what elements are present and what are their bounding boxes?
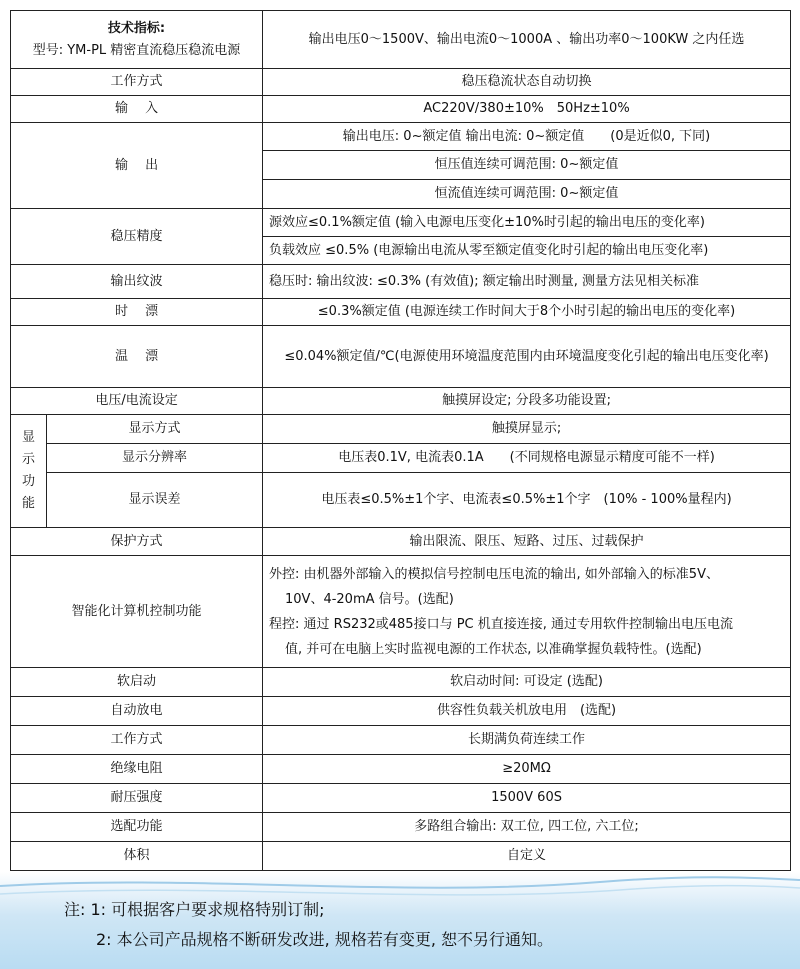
row-value: ≥20MΩ xyxy=(263,755,791,784)
row-label: 显示误差 xyxy=(47,473,263,528)
note-1: 注: 1: 可根据客户要求规格特别订制; xyxy=(64,900,325,919)
table-row xyxy=(11,755,791,784)
row-label: 软启动 xyxy=(11,668,263,697)
table-row xyxy=(11,388,791,415)
group-char: 功 xyxy=(21,474,35,489)
row-value: 恒压值连续可调范围: 0~额定值 xyxy=(263,151,791,180)
table-row xyxy=(11,784,791,813)
smart-line: 值, 并可在电脑上实时监视电源的工作状态, 以准确掌握负载特性。(选配) xyxy=(285,641,702,657)
table-row xyxy=(11,96,791,123)
row-label: 显示方式 xyxy=(47,415,263,444)
row-value-multiline xyxy=(263,556,791,668)
table-row xyxy=(11,209,791,237)
table-row xyxy=(11,69,791,96)
spec-table xyxy=(10,10,791,871)
row-label: 输 出 xyxy=(11,123,263,209)
row-label: 工作方式 xyxy=(11,69,263,96)
table-row xyxy=(11,123,791,151)
table-row xyxy=(11,556,791,668)
row-value: 恒流值连续可调范围: 0~额定值 xyxy=(263,180,791,209)
smart-line: 外控: 由机器外部输入的模拟信号控制电压电流的输出, 如外部输入的标准5V、 xyxy=(269,566,719,582)
row-value: 触摸屏显示; xyxy=(263,415,791,444)
group-char: 显 xyxy=(21,430,35,445)
header-title: 技术指标: xyxy=(107,20,166,36)
smart-line: 10V、4-20mA 信号。(选配) xyxy=(285,591,454,607)
row-label: 选配功能 xyxy=(11,813,263,842)
table-row xyxy=(11,11,791,69)
row-value: 输出电压: 0~额定值 输出电流: 0~额定值 (0是近似0, 下同) xyxy=(263,123,791,151)
group-char: 能 xyxy=(21,496,35,511)
row-label: 时 漂 xyxy=(11,299,263,326)
row-label: 输 入 xyxy=(11,96,263,123)
model-name: 型号: YM-PL 精密直流稳压稳流电源 xyxy=(32,42,241,58)
row-value: 负载效应 ≤0.5% (电源输出电流从零至额定值变化时引起的输出电压变化率) xyxy=(263,237,791,265)
row-label: 电压/电流设定 xyxy=(11,388,263,415)
row-value: 电压表0.1V, 电流表0.1A (不同规格电源显示精度可能不一样) xyxy=(263,444,791,473)
table-row xyxy=(11,473,791,528)
row-value: 软启动时间: 可设定 (选配) xyxy=(263,668,791,697)
table-row xyxy=(11,668,791,697)
row-value: 1500V 60S xyxy=(263,784,791,813)
display-function-group-label xyxy=(11,415,47,528)
row-label: 自动放电 xyxy=(11,697,263,726)
row-value: 稳压时: 输出纹波: ≤0.3% (有效值); 额定输出时测量, 测量方法见相关标准 xyxy=(263,265,791,299)
table-row xyxy=(11,265,791,299)
note-2: 2: 本公司产品规格不断研发改进, 规格若有变更, 恕不另行通知。 xyxy=(96,930,554,949)
table-row xyxy=(11,813,791,842)
row-value: 长期满负荷连续工作 xyxy=(263,726,791,755)
table-row xyxy=(11,726,791,755)
row-value: 电压表≤0.5%±1个字、电流表≤0.5%±1个字 (10% - 100%量程内) xyxy=(263,473,791,528)
row-value: ≤0.3%额定值 (电源连续工作时间大于8个小时引起的输出电压的变化率) xyxy=(263,299,791,326)
row-value: AC220V/380±10% 50Hz±10% xyxy=(263,96,791,123)
table-row xyxy=(11,444,791,473)
row-label: 耐压强度 xyxy=(11,784,263,813)
row-value: 自定义 xyxy=(263,842,791,871)
row-label: 稳压精度 xyxy=(11,209,263,265)
row-value: 稳压稳流状态自动切换 xyxy=(263,69,791,96)
row-label: 绝缘电阻 xyxy=(11,755,263,784)
row-label: 温 漂 xyxy=(11,326,263,388)
group-char: 示 xyxy=(21,452,35,467)
row-label: 智能化计算机控制功能 xyxy=(11,556,263,668)
row-value: 触摸屏设定; 分段多功能设置; xyxy=(263,388,791,415)
notes xyxy=(64,895,553,955)
header-value: 输出电压0～1500V、输出电流0～1000A 、输出功率0～100KW 之内任选 xyxy=(263,11,791,69)
table-row xyxy=(11,299,791,326)
row-value: 源效应≤0.1%额定值 (输入电源电压变化±10%时引起的输出电压的变化率) xyxy=(263,209,791,237)
table-row xyxy=(11,326,791,388)
row-value: 输出限流、限压、短路、过压、过载保护 xyxy=(263,528,791,556)
table-row xyxy=(11,415,791,444)
smart-line: 程控: 通过 RS232或485接口与 PC 机直接连接, 通过专用软件控制输出电压电流 xyxy=(269,616,734,632)
row-label: 输出纹波 xyxy=(11,265,263,299)
row-value: 多路组合输出: 双工位, 四工位, 六工位; xyxy=(263,813,791,842)
row-label: 体积 xyxy=(11,842,263,871)
row-value: 供容性负载关机放电用 (选配) xyxy=(263,697,791,726)
table-row xyxy=(11,842,791,871)
row-label: 显示分辨率 xyxy=(47,444,263,473)
row-value: ≤0.04%额定值/℃(电源使用环境温度范围内由环境温度变化引起的输出电压变化率) xyxy=(263,326,791,388)
header-label-cell xyxy=(11,11,263,69)
table-row xyxy=(11,528,791,556)
row-label: 工作方式 xyxy=(11,726,263,755)
row-label: 保护方式 xyxy=(11,528,263,556)
table-row xyxy=(11,697,791,726)
